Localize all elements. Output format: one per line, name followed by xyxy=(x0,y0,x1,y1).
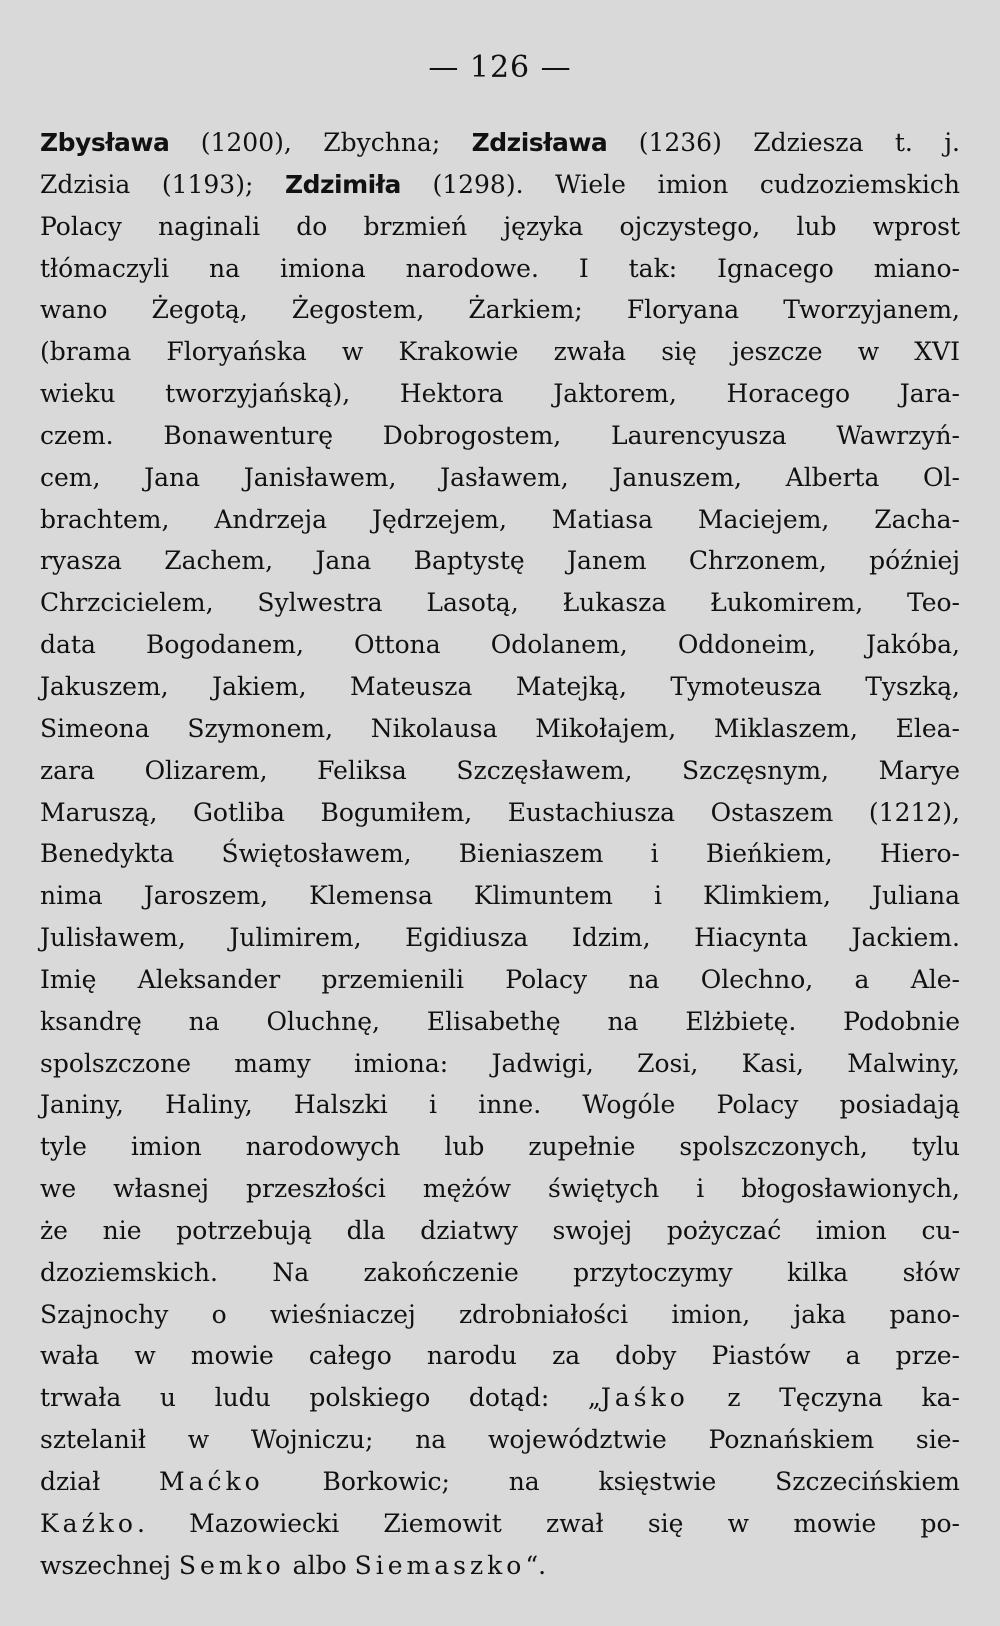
text-segment: trwała u ludu polskiego dotąd: „ xyxy=(40,1383,601,1413)
text-segment: albo xyxy=(284,1550,355,1580)
text-line xyxy=(40,666,960,708)
spaced-name: Jaśko xyxy=(600,1383,689,1413)
text-segment: nima Jaroszem, Klemensa Klimuntem i Klimkiem, Juliana xyxy=(40,881,960,911)
text-segment: dział xyxy=(40,1467,159,1496)
text-line xyxy=(40,1461,960,1503)
text-line xyxy=(40,1335,960,1377)
body-text xyxy=(40,122,960,1587)
text-line xyxy=(40,373,960,415)
text-segment: (1298). Wiele imion cudzoziemskich xyxy=(400,169,961,199)
text-line xyxy=(40,415,960,457)
text-line xyxy=(40,1545,960,1587)
text-line xyxy=(40,122,960,164)
text-segment: Borkowic; na księstwie Szczecińskiem xyxy=(263,1467,960,1496)
text-segment: Benedykta Świętosławem, Bieniaszem i Bieńkiem, Hiero- xyxy=(40,839,960,869)
text-line xyxy=(40,1126,960,1168)
text-segment: we własnej przeszłości mężów świętych i błogosławionych, xyxy=(40,1174,960,1204)
text-segment: Zdzisia (1193); xyxy=(40,169,285,199)
text-line xyxy=(40,248,960,290)
text-segment: brachtem, Andrzeja Jędrzejem, Matiasa Maciejem, Zacha- xyxy=(40,504,960,534)
text-line xyxy=(40,959,960,1001)
text-line xyxy=(40,540,960,582)
text-segment: wieku tworzyjańską), Hektora Jaktorem, Horacego Jara- xyxy=(40,379,960,409)
text-segment: Imię Aleksander przemienili Polacy na Olechno, a Ale- xyxy=(40,964,960,994)
text-segment: wszechnej xyxy=(40,1550,179,1580)
text-segment: ksandrę na Oluchnę, Elisabethę na Elżbietę. Podobnie xyxy=(40,1006,960,1036)
bold-name: Zbysława xyxy=(40,128,170,157)
text-line xyxy=(40,1001,960,1043)
text-line xyxy=(40,624,960,666)
text-line xyxy=(40,1377,960,1419)
text-segment: z Tęczyna ka- xyxy=(688,1383,960,1413)
text-segment: “. xyxy=(525,1550,547,1580)
text-segment: że nie potrzebują dla dziatwy swojej pożyczać imion cu- xyxy=(40,1215,960,1245)
spaced-name: Kaźko xyxy=(40,1508,137,1538)
text-segment: dzoziemskich. Na zakończenie przytoczymy kilka słów xyxy=(40,1257,960,1287)
text-line xyxy=(40,289,960,331)
bold-name: Zdzisława xyxy=(471,128,608,157)
text-segment: cem, Jana Janisławem, Jasławem, Januszem, Alberta Ol- xyxy=(40,462,960,492)
text-segment: ryasza Zachem, Jana Baptystę Janem Chrzonem, później xyxy=(40,546,960,576)
spaced-name: Maćko xyxy=(158,1467,264,1496)
bold-name: Zdzimiła xyxy=(284,169,401,199)
text-segment: spolszczone mamy imiona: Jadwigi, Zosi, Kasi, Malwiny, xyxy=(40,1048,960,1078)
text-segment: (1200), Zbychna; xyxy=(169,128,472,157)
text-segment: wano Żegotą, Żegostem, Żarkiem; Floryana Tworzyjanem, xyxy=(40,295,960,325)
text-line xyxy=(40,1419,960,1461)
text-segment: Polacy naginali do brzmień języka ojczystego, lub wprost xyxy=(40,211,960,241)
text-segment: sztelanił w Wojniczu; na województwie Poznańskiem sie- xyxy=(40,1425,960,1455)
text-line xyxy=(40,499,960,541)
text-line xyxy=(40,331,960,373)
text-segment: zara Olizarem, Feliksa Szczęsławem, Szczęsnym, Marye xyxy=(40,755,960,785)
text-line xyxy=(40,1084,960,1126)
text-segment: Szajnochy o wieśniaczej zdrobniałości imion, jaka pano- xyxy=(40,1299,960,1329)
text-line xyxy=(40,1294,960,1336)
text-line xyxy=(40,1503,960,1545)
text-line xyxy=(40,833,960,875)
spaced-name: Semko xyxy=(178,1550,285,1580)
text-line xyxy=(40,1210,960,1252)
text-line xyxy=(40,1168,960,1210)
spaced-name: Siemaszko xyxy=(354,1550,526,1580)
text-line xyxy=(40,206,960,248)
text-segment: Janiny, Haliny, Halszki i inne. Wogóle Polacy posiadają xyxy=(40,1090,960,1120)
text-segment: . Mazowiecki Ziemowit zwał się w mowie po- xyxy=(136,1508,960,1538)
text-segment: Chrzcicielem, Sylwestra Lasotą, Łukasza Łukomirem, Teo- xyxy=(40,588,960,618)
text-segment: Maruszą, Gotliba Bogumiłem, Eustachiusza Ostaszem (1212), xyxy=(40,797,960,827)
text-segment: Jakuszem, Jakiem, Mateusza Matejką, Tymoteusza Tyszką, xyxy=(40,671,960,701)
text-line xyxy=(40,750,960,792)
text-line xyxy=(40,875,960,917)
text-segment: tyle imion narodowych lub zupełnie spolszczonych, tylu xyxy=(40,1132,960,1162)
text-segment: Simeona Szymonem, Nikolausa Mikołajem, Miklaszem, Elea- xyxy=(40,713,960,743)
text-line xyxy=(40,917,960,959)
text-line xyxy=(40,1252,960,1294)
text-line xyxy=(40,1043,960,1085)
text-line xyxy=(40,457,960,499)
text-line xyxy=(40,792,960,834)
text-line xyxy=(40,164,960,206)
text-line xyxy=(40,708,960,750)
text-segment: (brama Floryańska w Krakowie zwała się jeszcze w XVI xyxy=(40,337,960,367)
text-segment: (1236) Zdziesza t. j. xyxy=(607,128,960,157)
text-segment: data Bogodanem, Ottona Odolanem, Oddoneim, Jakóba, xyxy=(40,630,960,660)
page-number: — 126 — xyxy=(428,50,572,85)
text-segment: Julisławem, Julimirem, Egidiusza Idzim, Hiacynta Jackiem. xyxy=(40,923,960,953)
text-line xyxy=(40,582,960,624)
text-segment: czem. Bonawenturę Dobrogostem, Laurencyusza Wawrzyń- xyxy=(40,420,960,450)
text-segment: wała w mowie całego narodu za doby Piastów a prze- xyxy=(40,1341,960,1371)
text-segment: tłómaczyli na imiona narodowe. I tak: Ignacego miano- xyxy=(40,253,960,283)
